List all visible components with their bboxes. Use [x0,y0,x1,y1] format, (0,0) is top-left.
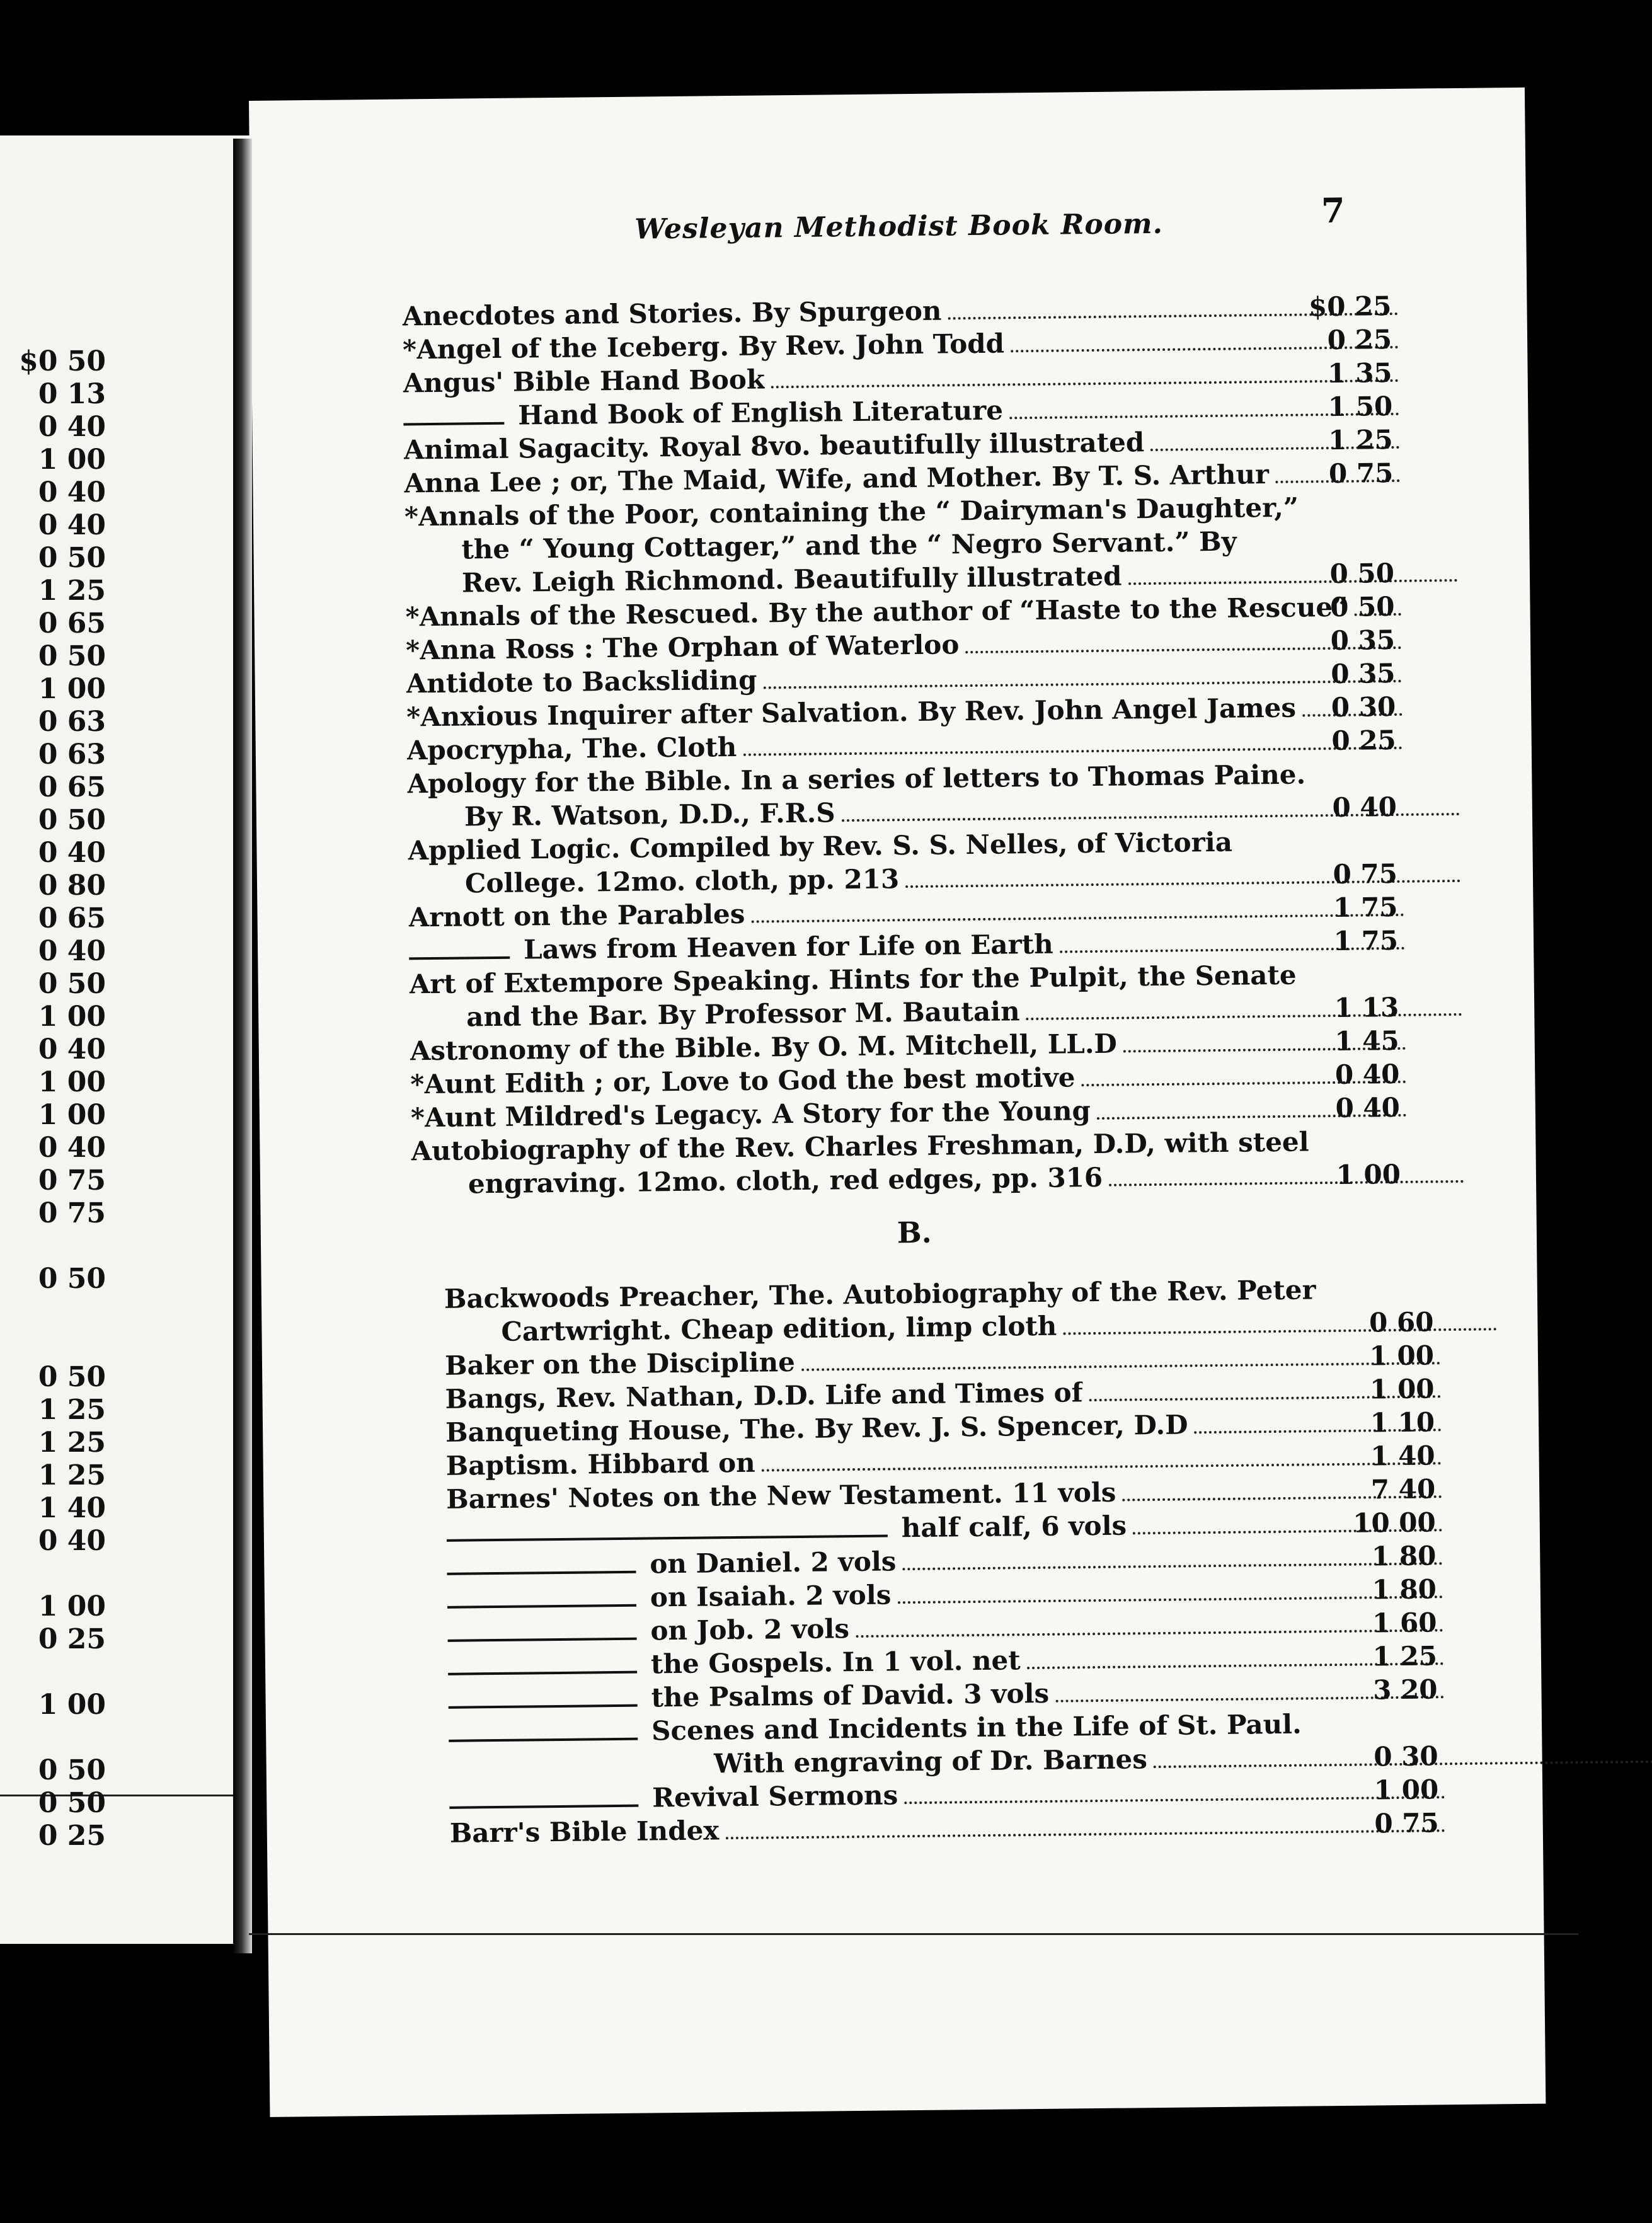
left-page-price: 0 50 [38,640,106,672]
entry-title: Cartwright. Cheap edition, limp cloth [501,1310,1057,1347]
ditto-dash [448,1653,637,1675]
left-page-price: 0 65 [38,902,106,934]
ditto-dash [447,1553,636,1575]
entry-title: Angus' Bible Hand Book [403,364,766,399]
entry-title: and the Bar. By Professor M. Bautain [466,996,1020,1033]
left-page-price: 0 63 [38,706,106,738]
left-page-price: 0 40 [38,411,106,443]
ditto-dash [403,405,504,426]
left-page-price: 0 65 [38,607,106,640]
left-page-price: 0 50 [38,1787,106,1819]
left-page-price: 0 50 [38,804,106,836]
left-page-price: 1 25 [38,575,106,607]
entry-price: 1 80 [1372,1573,1437,1605]
entry-price: 1 60 [1372,1607,1437,1639]
book-spine [233,139,252,1953]
page-number: 7 [1321,190,1345,231]
entry-title: College. 12mo. cloth, pp. 213 [464,863,900,899]
left-page-price: 0 25 [38,1623,106,1655]
entry-title: Antidote to Backsliding [406,664,757,699]
left-page-price: 0 50 [38,968,106,1000]
entry-price: 1 25 [1372,1640,1438,1672]
left-page-price: 1 00 [38,1590,106,1623]
left-page-price: 1 25 [38,1394,106,1426]
entry-title: on Daniel. 2 vols [650,1546,897,1580]
entry-price: 7 40 [1370,1473,1436,1505]
entry-asterisk: * [405,635,420,666]
entry-asterisk: * [402,334,417,365]
entry-title: Revival Sermons [651,1779,898,1813]
entry-price: 1 00 [1374,1774,1439,1806]
ditto-dash [447,1517,888,1542]
left-page-price: 1 25 [38,1427,106,1459]
entry-title: Hand Book of English Literature [517,394,1004,431]
entry-title: Anxious Inquirer after Salvation. By Rev. John Angel James [420,692,1297,733]
ditto-dash [449,1787,638,1809]
entry-price: 1 75 [1333,891,1398,924]
entry-price: 1 75 [1333,924,1399,957]
entry-price: 0 75 [1328,457,1394,490]
entry-price: 0 25 [1331,724,1396,757]
entry-price: 0 40 [1332,791,1397,824]
entry-asterisk: * [405,601,420,633]
left-page-price: 1 00 [38,673,106,705]
entry-title: Annals of the Poor, containing the “ Dairyman's Daughter,” [418,491,1299,532]
entry-title: Apocrypha, The. Cloth [406,731,737,766]
entry-title: Anna Lee ; or, The Maid, Wife, and Mother. By T. S. Arthur [404,459,1270,499]
entry-title: Barnes' Notes on the New Testament. 11 vols [446,1476,1116,1515]
entry-title: Art of Extempore Speaking. Hints for the Pulpit, the Senate [409,959,1297,1000]
left-page-price: 0 75 [38,1197,106,1229]
entry-asterisk: * [406,701,421,733]
page-bottom-rule [249,1933,1578,1935]
entry-title: Annals of the Rescued. By the author of “Haste to the Rescue” [419,591,1348,633]
left-page-price: 0 25 [38,1820,106,1852]
entry-price: 1 25 [1328,424,1393,456]
entry-price [1320,1273,1433,1274]
left-page-price: 1 00 [38,1099,106,1131]
left-page-price: 1 25 [38,1459,106,1491]
left-page-price: 0 40 [38,1033,106,1066]
entry-title: Animal Sagacity. Royal 8vo. beautifully illustrated [403,427,1145,466]
entry-price: 1 45 [1334,1025,1399,1057]
entry-title: Applied Logic. Compiled by Rev. S. S. Nelles, of Victoria [408,826,1233,866]
entry-price: 1 00 [1369,1373,1435,1405]
entry-price: 0 75 [1374,1807,1439,1839]
entry-title: the Psalms of David. 3 vols [651,1677,1050,1713]
left-page-price: 0 40 [38,837,106,869]
entry-title: Angel of the Iceberg. By Rev. John Todd [416,328,1005,365]
entry-price: 1 40 [1370,1440,1435,1472]
entry-price: 0 60 [1368,1306,1434,1338]
ditto-dash [449,1720,638,1742]
entry-price: 1 00 [1369,1340,1435,1372]
entry-title: Anna Ross : The Orphan of Waterloo [419,629,960,666]
entry-price: 1 50 [1328,391,1393,423]
entry-title: Banqueting House, The. By Rev. J. S. Spencer, D.D [445,1409,1188,1448]
page-header-title: Wesleyan Methodist Book Room. [634,207,1164,246]
entry-title: Aunt Mildred's Legacy. A Story for the Young [424,1095,1091,1134]
left-page-price: 1 00 [38,1066,106,1098]
ditto-dash [448,1687,637,1709]
entry-title: Arnott on the Parables [408,898,745,933]
left-page-price: 0 50 [38,1263,106,1295]
entry-price: 0 50 [1329,591,1395,623]
entry-price: 1 00 [1336,1158,1401,1191]
left-page-price: 0 80 [38,870,106,902]
ditto-dash [409,939,510,960]
entry-price: 0 30 [1374,1740,1438,1772]
entry-price: 0 30 [1331,691,1396,723]
entry-price: 0 35 [1331,657,1396,690]
entry-asterisk: * [404,501,419,532]
entry-title: Rev. Leigh Richmond. Beautifully illustrated [461,560,1122,599]
left-page-price: 0 40 [38,1525,106,1557]
left-page-price: 0 50 [38,1361,106,1393]
left-page-price: 0 50 [38,542,106,574]
entry-title: the “ Young Cottager,” and the “ Negro Servant.” By [461,526,1237,565]
ditto-dash [447,1620,636,1642]
entry-title: on Job. 2 vols [650,1613,850,1646]
left-page-price: 0 13 [38,378,106,410]
entry-price: 0 25 [1327,324,1392,356]
left-page-price: 0 50 [38,1754,106,1786]
entry-title: Autobiography of the Rev. Charles Freshman, D.D, with steel [411,1126,1309,1167]
left-page-price: 0 65 [38,771,106,803]
entry-title: Baker on the Discipline [444,1347,796,1381]
left-page-price: 0 40 [38,1132,106,1164]
entry-price: 10 00 [1352,1507,1436,1539]
entry-title: Baptism. Hibbard on [445,1447,755,1481]
entry-title: By R. Watson, D.D., F.R.S [464,797,835,832]
left-page-price: 1 00 [38,1689,106,1721]
entry-price: 0 50 [1329,558,1395,590]
left-page-price: 0 40 [38,509,106,541]
left-page-price: 0 40 [38,935,106,967]
left-page-price: $0 50 [19,345,106,377]
entry-title: Backwoods Preacher, The. Autobiography of the Rev. Peter [444,1274,1316,1314]
entry-title: Aunt Edith ; or, Love to God the best motive [424,1062,1076,1100]
ditto-dash [447,1587,636,1609]
entry-title: Astronomy of the Bible. By O. M. Mitchell, LL.D [410,1028,1118,1067]
entry-price: 1 10 [1370,1406,1435,1439]
entry-asterisk: * [410,1102,425,1134]
entry-title: Scenes and Incidents in the Life of St. Paul. [651,1708,1302,1747]
section-b-heading: B. [897,1215,932,1250]
dot-leader [1109,1161,1464,1186]
entry-title: the Gospels. In 1 vol. net [650,1645,1021,1680]
entry-price: 3 20 [1372,1674,1438,1706]
entry-price: 1 13 [1334,991,1399,1024]
entry-price: 0 40 [1335,1091,1401,1124]
left-page-price: 1 40 [38,1492,106,1524]
entry-title: Apology for the Bible. In a series of letters to Thomas Paine. [407,759,1306,800]
entry-price: $0 25 [1308,290,1392,323]
left-page-price: 0 63 [38,738,106,771]
left-page-price: 1 00 [38,1001,106,1033]
entry-price: 1 80 [1371,1540,1437,1572]
entry-title: engraving. 12mo. cloth, red edges, pp. 316 [467,1161,1103,1200]
catalogue-page [249,88,1546,2117]
left-page-price: 1 00 [38,444,106,476]
entry-title: Barr's Bible Index [449,1815,720,1849]
entry-asterisk: * [410,1069,425,1100]
entry-title: With engraving of Dr. Barnes [713,1743,1148,1779]
entry-title: on Isaiah. 2 vols [650,1579,892,1613]
entry-price: 1 35 [1328,357,1392,389]
entry-price: 0 35 [1330,624,1396,657]
entry-title: Anecdotes and Stories. By Spurgeon [402,295,942,332]
entry-title: Bangs, Rev. Nathan, D.D. Life and Times of [445,1377,1083,1415]
entry-price: 0 75 [1333,858,1398,890]
left-page-price: 0 40 [38,476,106,508]
entry-price: 0 40 [1334,1058,1400,1091]
left-page-price: 0 75 [38,1164,106,1197]
entry-title: Laws from Heaven for Life on Earth [523,928,1053,965]
entry-title: half calf, 6 vols [901,1510,1127,1544]
